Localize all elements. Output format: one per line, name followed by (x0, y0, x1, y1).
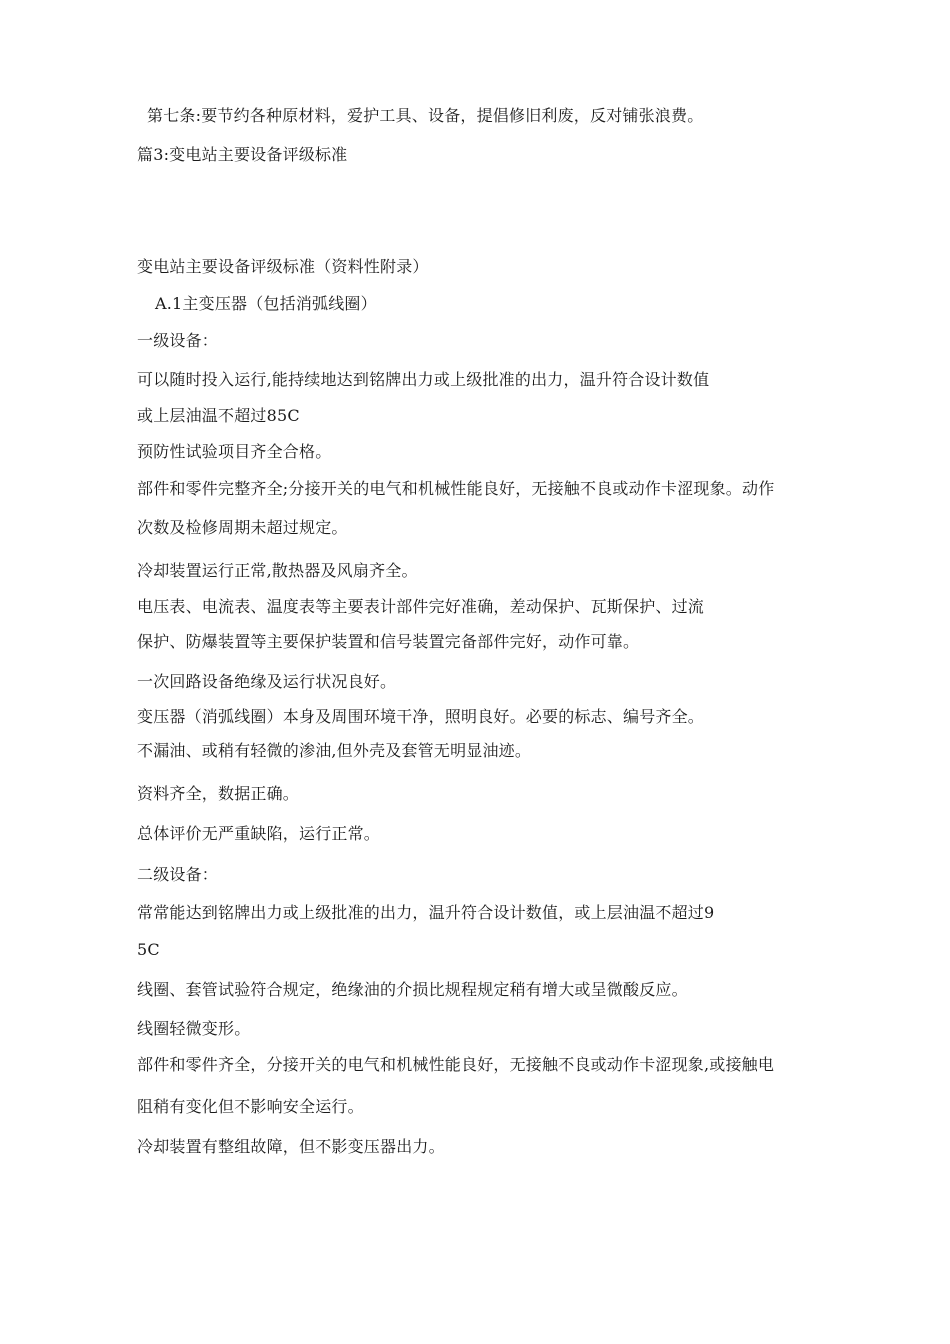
paragraph-line: 或上层油温不超过85C (137, 406, 300, 425)
paragraph-line: 次数及检修周期未超过规定。 (137, 518, 348, 537)
paragraph-line: 保护、防爆装置等主要保护装置和信号装置完备部件完好，动作可靠。 (137, 632, 640, 651)
document-title: 变电站主要设备评级标准（资料性附录） (137, 257, 429, 276)
paragraph-line: 变压器（消弧线圈）本身及周围环境干净，照明良好。必要的标志、编号齐全。 (137, 707, 705, 726)
paragraph-line: 一次回路设备绝缘及运行状况良好。 (137, 672, 397, 691)
paragraph-line: 部件和零件齐全，分接开关的电气和机械性能良好，无接触不良或动作卡涩现象,或接触电 (137, 1055, 775, 1074)
grade-one-heading: 一级设备： (137, 331, 219, 350)
paragraph-line: 线圈、套管试验符合规定，绝缘油的介损比规程规定稍有增大或呈微酸反应。 (137, 980, 688, 999)
paragraph-line: 预防性试验项目齐全合格。 (137, 442, 332, 461)
paragraph-line: 5C (137, 940, 160, 959)
paragraph-line: 资料齐全，数据正确。 (137, 784, 300, 803)
article-7-text: 第七条:要节约各种原材料，爱护工具、设备，提倡修旧利废，反对铺张浪费。 (147, 106, 704, 125)
paragraph-line: 冷却装置运行正常,散热器及风扇齐全。 (137, 561, 418, 580)
paragraph-line: 部件和零件完整齐全;分接开关的电气和机械性能良好，无接触不良或动作卡涩现象。动作 (137, 479, 775, 498)
paragraph-line: 冷却装置有整组故障，但不影变压器出力。 (137, 1137, 445, 1156)
paragraph-line: 总体评价无严重缺陷，运行正常。 (137, 824, 381, 843)
section-heading: 篇3:变电站主要设备评级标准 (137, 145, 348, 164)
paragraph-line: 可以随时投入运行,能持续地达到铭牌出力或上级批准的出力，温升符合设计数值 (137, 370, 710, 389)
grade-two-heading: 二级设备： (137, 865, 219, 884)
paragraph-line: 阻稍有变化但不影响安全运行。 (137, 1097, 364, 1116)
subsection-heading: A.1主变压器（包括消弧线圈） (155, 294, 377, 313)
paragraph-line: 常常能达到铭牌出力或上级批准的出力，温升符合设计数值，或上层油温不超过9 (137, 903, 715, 922)
paragraph-line: 线圈轻微变形。 (137, 1019, 251, 1038)
paragraph-line: 电压表、电流表、温度表等主要表计部件完好准确，差动保护、瓦斯保护、过流 (137, 597, 705, 616)
paragraph-line: 不漏油、或稍有轻微的渗油,但外壳及套管无明显油迹。 (137, 741, 532, 760)
